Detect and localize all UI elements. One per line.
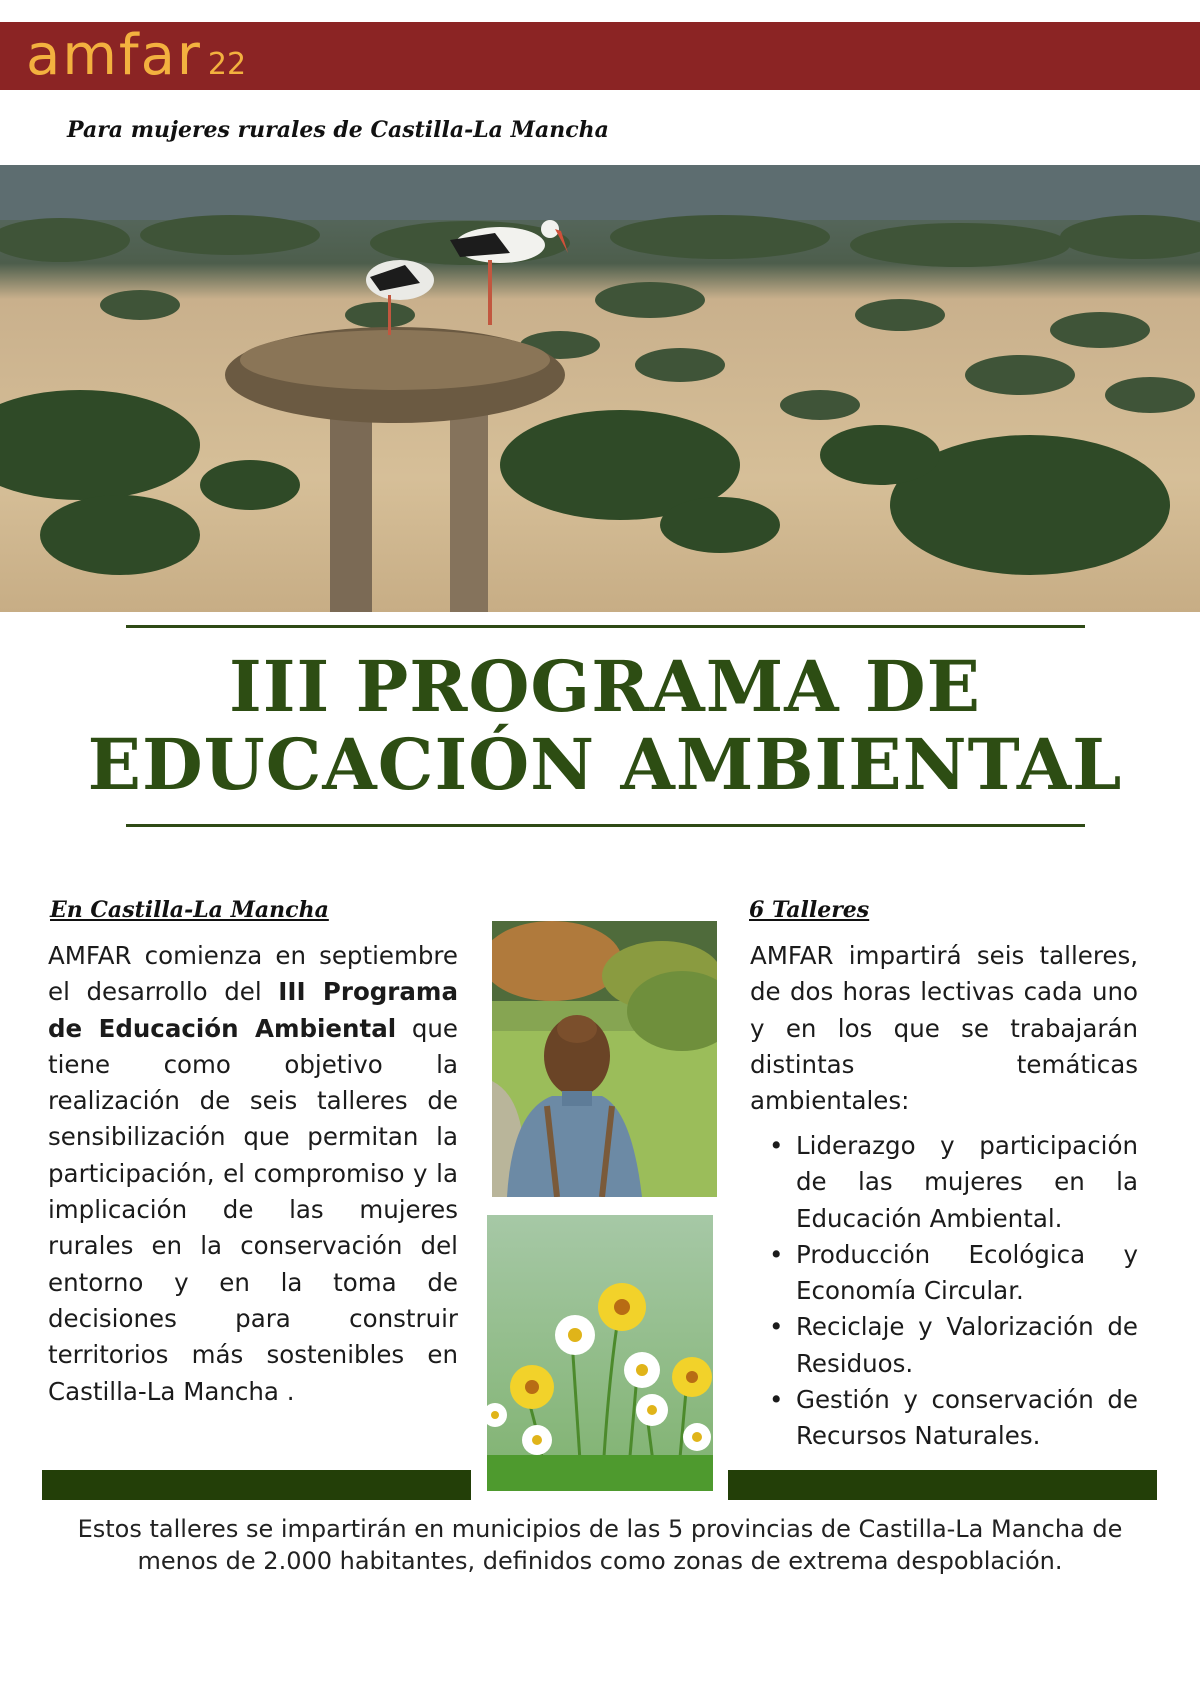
green-bar-left <box>42 1470 471 1500</box>
list-item: • Gestión y conservación de Recursos Naturales. <box>750 1382 1138 1455</box>
footer-note <box>40 1513 1160 1577</box>
page-title <box>60 645 1150 806</box>
photo-woman-svg <box>492 921 717 1197</box>
list-item: • Liderazgo y participación de las mujeres en la Educación Ambiental. <box>750 1128 1138 1237</box>
right-section-heading: 6 Talleres <box>749 897 870 923</box>
workshop-list <box>750 1128 1138 1455</box>
photo-daisies <box>487 1215 713 1491</box>
green-bar-right <box>728 1470 1157 1500</box>
logo-number: 22 <box>207 47 247 82</box>
left-section-body <box>48 938 458 1410</box>
title-line-1: III PROGRAMA DE <box>229 645 981 728</box>
title-line-2: EDUCACIÓN AMBIENTAL <box>87 723 1123 806</box>
left-body-part-2: que tiene como objetivo la realización de seis talleres de sensibilización que permitan la participación, el compromiso y la implicación de las mujeres rurales en la conservación del entorno y en la toma de decisiones para construir territorios más sostenibles en Castilla-La Mancha . <box>48 1013 458 1406</box>
title-rule-top <box>126 625 1085 628</box>
photo-woman-in-meadow <box>492 921 717 1197</box>
photo-flowers-svg <box>487 1215 713 1491</box>
hero-photo-storks <box>0 165 1200 612</box>
tagline: Para mujeres rurales de Castilla-La Mancha <box>67 117 609 143</box>
footer-line-2: menos de 2.000 habitantes, definidos como zonas de extrema despoblación. <box>137 1547 1063 1575</box>
hero-photo-svg <box>0 165 1200 612</box>
left-body-bold: III Programa de Educación Ambiental <box>48 977 458 1043</box>
left-section-heading: En Castilla-La Mancha <box>50 897 329 923</box>
logo-text: amfar <box>26 23 202 88</box>
right-section-intro: AMFAR impartirá seis talleres, de dos horas lectivas cada uno y en los que se trabajarán distintas temáticas ambientales: <box>750 941 1138 1116</box>
list-item: • Reciclaje y Valorización de Residuos. <box>750 1309 1138 1382</box>
list-item: • Producción Ecológica y Economía Circular. <box>750 1237 1138 1310</box>
amfar-logo <box>26 24 246 97</box>
footer-line-1: Estos talleres se impartirán en municipios de las 5 provincias de Castilla-La Mancha de <box>77 1515 1123 1543</box>
title-rule-bottom <box>126 824 1085 827</box>
left-body-part-1: AMFAR comienza en septiembre el desarrollo del <box>48 941 458 1007</box>
